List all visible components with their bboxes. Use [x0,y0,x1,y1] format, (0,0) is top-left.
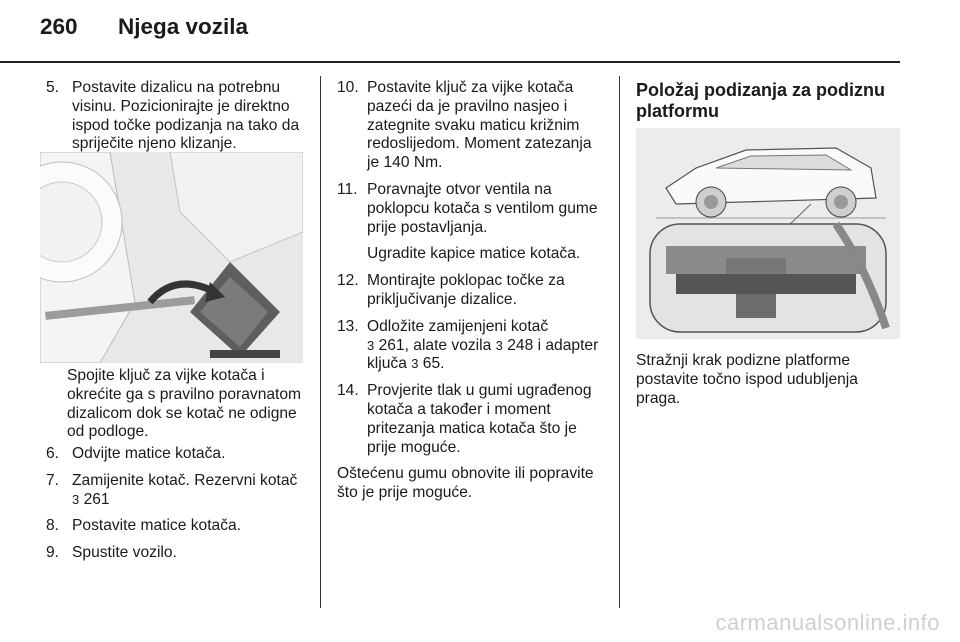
lift-drawing [636,128,900,339]
step-14: 14. Provjerite tlak u gumi ugrađenog kotača a također i moment pritezanja matica kotača što je prije moguće. [337,382,592,456]
jack-caption: Spojite ključ za vijke kotača i okrećite ga s pravilno poravnatom dizalicom dok se kotač ne odigne od podloge. [67,367,302,441]
step-6: 6. Odvijte matice kotača. [46,445,226,462]
column-3-text [636,352,900,416]
column-3 [636,80,900,122]
arrow-ref-icon: 3 [72,491,80,507]
page-number: 260 [40,14,78,39]
section-heading: Položaj podizanja za podiznu platformu [636,80,886,121]
page-ref-link[interactable]: 248 [507,336,534,354]
watermark: carmanualsonline.info [715,610,940,635]
header-rule [0,61,900,63]
body-text: Stražnji krak podizne platforme postavite točno ispod udubljenja praga. [636,352,858,407]
arrow-ref-icon: 3 [495,337,503,353]
step-13: 13. Odložite zamijenjeni kotač 3 261, alate vozila 3 248 i adapter ključa 3 65. [337,317,599,373]
column-divider [619,76,620,608]
page-ref-link[interactable]: 261 [83,490,110,508]
step-11-note: Ugradite kapice matice kotača. [367,245,581,263]
jack-illustration [40,152,303,363]
step-11: 11. Poravnajte otvor ventila na poklopcu kotača s ventilom gume prije postavljanja. [337,180,598,236]
step-8: 8. Postavite matice kotača. [46,517,242,535]
column-2 [337,79,607,511]
jack-drawing [40,152,303,363]
step-10: 10. Postavite ključ za vijke kotača pazeći da je pravilno nasjeo i zategnite svaku maticu križnim redoslijedom. Moment zatezanja je 140 Nm. [337,79,592,172]
column-divider [320,76,321,608]
page-ref-link[interactable]: 65 [422,355,441,373]
step-9: 9. Spustite vozilo. [46,544,177,562]
column-1 [46,79,304,162]
page-ref-link[interactable]: 261 [378,336,405,354]
step-5: 5. Postavite dizalicu na potrebnu visinu. Pozicionirajte je direktno ispod točke podizanja na tako da spriječite njeno klizanje. [46,79,300,153]
footer-note: Oštećenu gumu obnovite ili popravite što je prije moguće. [337,465,594,502]
step-7: 7. Zamijenite kotač. Rezervni kotač 3 261 [46,471,298,508]
lift-illustration [636,128,900,339]
column-1-steps [46,445,304,571]
step-12: 12. Montirajte poklopac točke za priključivanje dizalice. [337,272,565,308]
arrow-ref-icon: 3 [411,356,419,372]
page-title: Njega vozila [118,14,249,39]
arrow-ref-icon: 3 [367,337,375,353]
